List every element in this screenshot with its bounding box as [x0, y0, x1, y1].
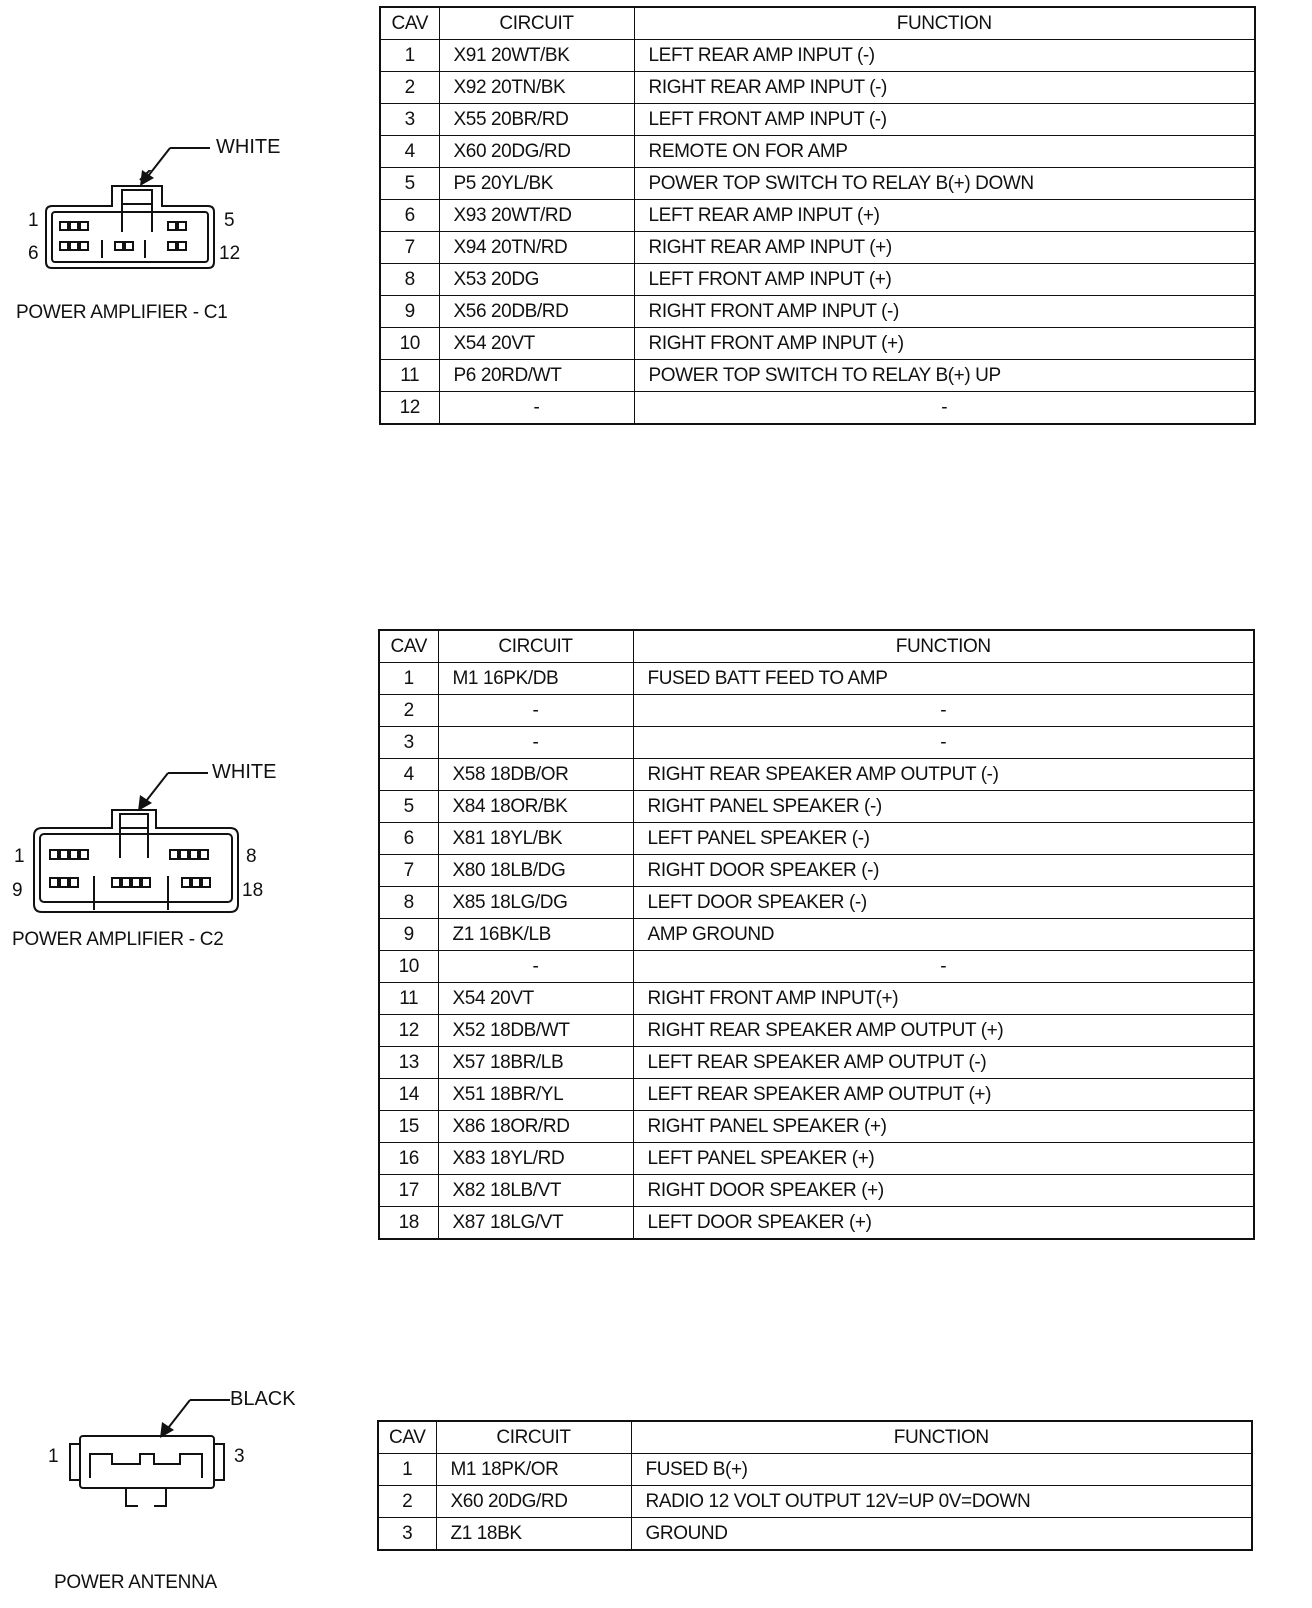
- function-cell: REMOTE ON FOR AMP: [634, 136, 1255, 168]
- circuit-cell: -: [439, 392, 634, 425]
- table-row: [379, 1015, 1254, 1047]
- table-row: [379, 951, 1254, 983]
- c2-pin-label-18: 18: [242, 880, 264, 901]
- cav-cell: 6: [380, 200, 439, 232]
- table-row: [379, 1047, 1254, 1079]
- cav-header: CAV: [379, 630, 438, 663]
- function-cell: RIGHT DOOR SPEAKER (+): [633, 1175, 1254, 1207]
- c2-pin-label-1: 1: [14, 846, 25, 867]
- cav-cell: 2: [378, 1486, 436, 1518]
- antenna-color-label: BLACK: [230, 1388, 296, 1410]
- table-row: [379, 983, 1254, 1015]
- function-cell: POWER TOP SWITCH TO RELAY B(+) UP: [634, 360, 1255, 392]
- table-row: [379, 887, 1254, 919]
- function-header: FUNCTION: [634, 7, 1255, 40]
- table-row: [378, 1518, 1252, 1551]
- c2-pinout-table: [378, 629, 1255, 1240]
- table-row: [379, 1079, 1254, 1111]
- function-cell: FUSED BATT FEED TO AMP: [633, 663, 1254, 695]
- cav-cell: 7: [380, 232, 439, 264]
- connector-antenna-drawing: [62, 1430, 232, 1520]
- table-row: [378, 1454, 1252, 1486]
- c1-color-label: WHITE: [216, 136, 281, 158]
- table-row: [379, 1175, 1254, 1207]
- cav-cell: 10: [379, 951, 438, 983]
- function-cell: LEFT FRONT AMP INPUT (+): [634, 264, 1255, 296]
- table-row: [379, 823, 1254, 855]
- table-header-row: [379, 630, 1254, 663]
- antenna-connector-name: POWER ANTENNA: [54, 1572, 217, 1593]
- circuit-header: CIRCUIT: [439, 7, 634, 40]
- table-row: [378, 1486, 1252, 1518]
- cav-cell: 11: [379, 983, 438, 1015]
- c1-pin-label-1: 1: [28, 210, 39, 231]
- circuit-cell: X57 18BR/LB: [438, 1047, 633, 1079]
- table-row: [380, 328, 1255, 360]
- function-cell: RIGHT REAR SPEAKER AMP OUTPUT (+): [633, 1015, 1254, 1047]
- circuit-header: CIRCUIT: [436, 1421, 631, 1454]
- c1-pinout-table: [379, 6, 1256, 425]
- table-row: [380, 200, 1255, 232]
- function-cell: RIGHT DOOR SPEAKER (-): [633, 855, 1254, 887]
- function-cell: LEFT DOOR SPEAKER (+): [633, 1207, 1254, 1240]
- function-cell: RIGHT PANEL SPEAKER (-): [633, 791, 1254, 823]
- circuit-cell: X81 18YL/BK: [438, 823, 633, 855]
- c2-pin-label-8: 8: [246, 846, 257, 867]
- circuit-cell: X54 20VT: [438, 983, 633, 1015]
- table-row: [379, 855, 1254, 887]
- function-cell: RIGHT REAR AMP INPUT (-): [634, 72, 1255, 104]
- table-row: [380, 40, 1255, 72]
- function-cell: LEFT DOOR SPEAKER (-): [633, 887, 1254, 919]
- circuit-cell: X52 18DB/WT: [438, 1015, 633, 1047]
- function-cell: LEFT REAR AMP INPUT (+): [634, 200, 1255, 232]
- circuit-cell: X92 20TN/BK: [439, 72, 634, 104]
- cav-cell: 17: [379, 1175, 438, 1207]
- function-cell: POWER TOP SWITCH TO RELAY B(+) DOWN: [634, 168, 1255, 200]
- circuit-cell: M1 18PK/OR: [436, 1454, 631, 1486]
- table-row: [380, 360, 1255, 392]
- circuit-cell: X53 20DG: [439, 264, 634, 296]
- function-cell: LEFT REAR AMP INPUT (-): [634, 40, 1255, 72]
- table-row: [379, 663, 1254, 695]
- cav-cell: 4: [380, 136, 439, 168]
- cav-cell: 14: [379, 1079, 438, 1111]
- cav-cell: 3: [380, 104, 439, 136]
- circuit-cell: -: [438, 951, 633, 983]
- c2-pin-label-9: 9: [12, 880, 23, 901]
- circuit-cell: -: [438, 695, 633, 727]
- cav-cell: 18: [379, 1207, 438, 1240]
- c1-connector-name: POWER AMPLIFIER - C1: [16, 302, 228, 323]
- function-cell: RIGHT FRONT AMP INPUT(+): [633, 983, 1254, 1015]
- cav-cell: 1: [378, 1454, 436, 1486]
- function-cell: RIGHT REAR SPEAKER AMP OUTPUT (-): [633, 759, 1254, 791]
- cav-cell: 6: [379, 823, 438, 855]
- circuit-cell: X56 20DB/RD: [439, 296, 634, 328]
- circuit-cell: X94 20TN/RD: [439, 232, 634, 264]
- table-row: [379, 791, 1254, 823]
- circuit-cell: P6 20RD/WT: [439, 360, 634, 392]
- cav-cell: 9: [380, 296, 439, 328]
- cav-cell: 2: [380, 72, 439, 104]
- cav-cell: 4: [379, 759, 438, 791]
- cav-cell: 5: [380, 168, 439, 200]
- c2-color-pointer: [128, 765, 218, 815]
- circuit-cell: P5 20YL/BK: [439, 168, 634, 200]
- c1-pin-label-12: 12: [219, 243, 241, 264]
- circuit-cell: Z1 18BK: [436, 1518, 631, 1551]
- antenna-pin-label-1: 1: [48, 1446, 59, 1467]
- function-cell: LEFT PANEL SPEAKER (+): [633, 1143, 1254, 1175]
- function-cell: LEFT PANEL SPEAKER (-): [633, 823, 1254, 855]
- antenna-pinout-table: [377, 1420, 1253, 1551]
- function-cell: RIGHT FRONT AMP INPUT (+): [634, 328, 1255, 360]
- table-row: [379, 727, 1254, 759]
- function-cell: RIGHT PANEL SPEAKER (+): [633, 1111, 1254, 1143]
- function-header: FUNCTION: [633, 630, 1254, 663]
- c1-color-pointer: [130, 140, 220, 190]
- circuit-cell: Z1 16BK/LB: [438, 919, 633, 951]
- table-header-row: [380, 7, 1255, 40]
- function-cell: LEFT REAR SPEAKER AMP OUTPUT (+): [633, 1079, 1254, 1111]
- circuit-cell: X84 18OR/BK: [438, 791, 633, 823]
- cav-cell: 8: [379, 887, 438, 919]
- circuit-cell: X55 20BR/RD: [439, 104, 634, 136]
- table-row: [380, 104, 1255, 136]
- c1-pin-label-5: 5: [224, 210, 235, 231]
- table-row: [379, 1207, 1254, 1240]
- cav-cell: 3: [379, 727, 438, 759]
- cav-cell: 2: [379, 695, 438, 727]
- function-cell: RIGHT FRONT AMP INPUT (-): [634, 296, 1255, 328]
- cav-header: CAV: [380, 7, 439, 40]
- function-cell: FUSED B(+): [631, 1454, 1252, 1486]
- circuit-cell: X60 20DG/RD: [436, 1486, 631, 1518]
- function-cell: RADIO 12 VOLT OUTPUT 12V=UP 0V=DOWN: [631, 1486, 1252, 1518]
- cav-cell: 9: [379, 919, 438, 951]
- circuit-cell: X87 18LG/VT: [438, 1207, 633, 1240]
- antenna-color-pointer: [150, 1392, 240, 1442]
- cav-cell: 3: [378, 1518, 436, 1551]
- table-row: [379, 919, 1254, 951]
- function-cell: GROUND: [631, 1518, 1252, 1551]
- circuit-cell: X60 20DG/RD: [439, 136, 634, 168]
- circuit-header: CIRCUIT: [438, 630, 633, 663]
- table-header-row: [378, 1421, 1252, 1454]
- table-row: [379, 1143, 1254, 1175]
- function-cell: -: [633, 727, 1254, 759]
- circuit-cell: X91 20WT/BK: [439, 40, 634, 72]
- function-cell: -: [634, 392, 1255, 425]
- cav-cell: 12: [379, 1015, 438, 1047]
- table-row: [380, 136, 1255, 168]
- circuit-cell: X51 18BR/YL: [438, 1079, 633, 1111]
- table-row: [380, 72, 1255, 104]
- cav-cell: 8: [380, 264, 439, 296]
- cav-header: CAV: [378, 1421, 436, 1454]
- function-cell: LEFT REAR SPEAKER AMP OUTPUT (-): [633, 1047, 1254, 1079]
- antenna-pin-label-3: 3: [234, 1446, 245, 1467]
- function-cell: RIGHT REAR AMP INPUT (+): [634, 232, 1255, 264]
- circuit-cell: X54 20VT: [439, 328, 634, 360]
- c1-pin-label-6: 6: [28, 243, 39, 264]
- cav-cell: 11: [380, 360, 439, 392]
- function-cell: -: [633, 951, 1254, 983]
- circuit-cell: X85 18LG/DG: [438, 887, 633, 919]
- table-row: [380, 168, 1255, 200]
- table-row: [379, 695, 1254, 727]
- cav-cell: 1: [380, 40, 439, 72]
- circuit-cell: X80 18LB/DG: [438, 855, 633, 887]
- circuit-cell: M1 16PK/DB: [438, 663, 633, 695]
- circuit-cell: -: [438, 727, 633, 759]
- cav-cell: 16: [379, 1143, 438, 1175]
- table-row: [380, 264, 1255, 296]
- cav-cell: 12: [380, 392, 439, 425]
- connector-c2-drawing: [30, 800, 250, 920]
- table-row: [380, 296, 1255, 328]
- circuit-cell: X86 18OR/RD: [438, 1111, 633, 1143]
- table-row: [380, 392, 1255, 425]
- circuit-cell: X82 18LB/VT: [438, 1175, 633, 1207]
- cav-cell: 10: [380, 328, 439, 360]
- table-row: [379, 759, 1254, 791]
- cav-cell: 7: [379, 855, 438, 887]
- cav-cell: 1: [379, 663, 438, 695]
- table-row: [379, 1111, 1254, 1143]
- circuit-cell: X93 20WT/RD: [439, 200, 634, 232]
- function-header: FUNCTION: [631, 1421, 1252, 1454]
- cav-cell: 15: [379, 1111, 438, 1143]
- c2-connector-name: POWER AMPLIFIER - C2: [12, 929, 224, 950]
- c2-color-label: WHITE: [212, 761, 277, 783]
- cav-cell: 13: [379, 1047, 438, 1079]
- function-cell: -: [633, 695, 1254, 727]
- cav-cell: 5: [379, 791, 438, 823]
- circuit-cell: X83 18YL/RD: [438, 1143, 633, 1175]
- circuit-cell: X58 18DB/OR: [438, 759, 633, 791]
- table-row: [380, 232, 1255, 264]
- function-cell: AMP GROUND: [633, 919, 1254, 951]
- function-cell: LEFT FRONT AMP INPUT (-): [634, 104, 1255, 136]
